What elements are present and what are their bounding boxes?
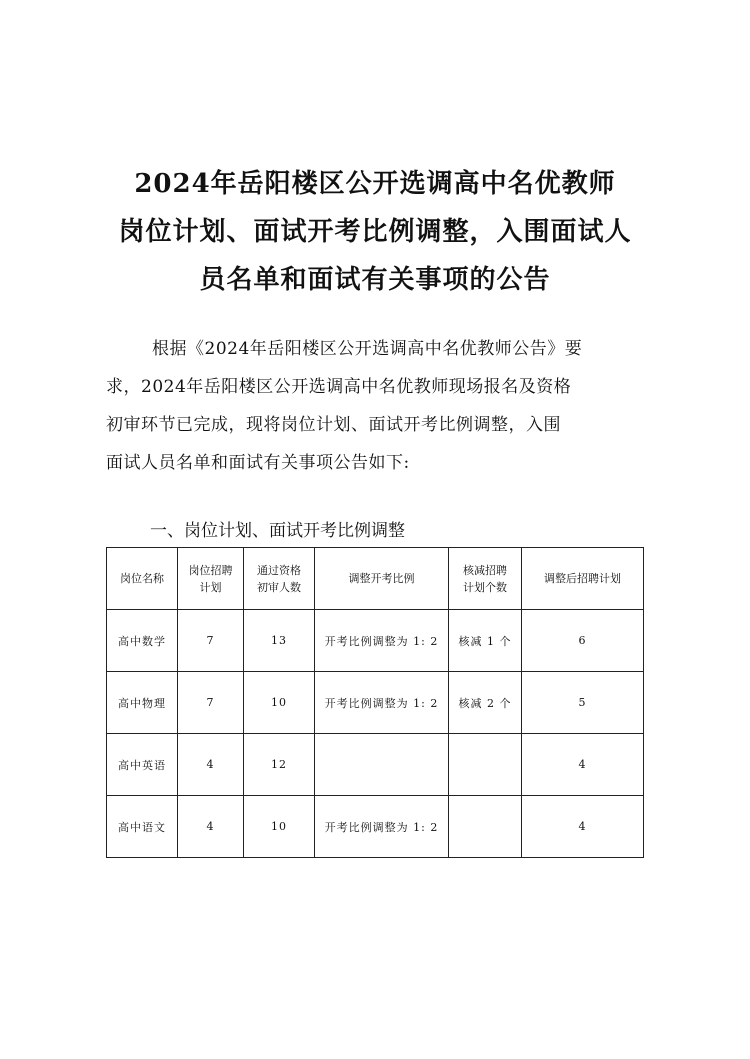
cell-reduced <box>449 796 522 858</box>
header-ratio-adjust <box>315 548 449 610</box>
cell-position: 高中物理 <box>107 672 178 734</box>
header-label: 初审人数 <box>257 580 301 594</box>
cell-position: 高中语文 <box>107 796 178 858</box>
cell-ratio <box>315 734 449 796</box>
table-row <box>107 610 644 672</box>
cell-adjusted: 5 <box>522 672 644 734</box>
header-label: 调整开考比例 <box>348 572 415 585</box>
position-plan-table <box>106 547 644 858</box>
cell-plan: 4 <box>178 796 244 858</box>
cell-plan: 4 <box>178 734 244 796</box>
header-label: 岗位名称 <box>120 572 164 585</box>
cell-qualified: 12 <box>244 734 315 796</box>
table-header-row <box>107 548 644 610</box>
cell-plan: 7 <box>178 610 244 672</box>
header-adjusted-plan <box>522 548 644 610</box>
cell-position: 高中数学 <box>107 610 178 672</box>
cell-reduced: 核减 2 个 <box>449 672 522 734</box>
cell-adjusted: 4 <box>522 734 644 796</box>
cell-adjusted: 6 <box>522 610 644 672</box>
title-line-1: 2024年岳阳楼区公开选调高中名优教师 <box>134 169 616 199</box>
cell-adjusted: 4 <box>522 796 644 858</box>
cell-ratio: 开考比例调整为 1: 2 <box>315 672 449 734</box>
header-recruit-plan <box>178 548 244 610</box>
cell-reduced: 核减 1 个 <box>449 610 522 672</box>
title-line-2: 岗位计划、面试开考比例调整，入围面试人 <box>118 217 632 247</box>
header-label: 岗位招聘 <box>188 563 233 577</box>
document-title <box>95 160 655 304</box>
intro-line-1: 根据《2024年岳阳楼区公开选调高中名优教师公告》要 <box>152 339 583 359</box>
table-row <box>107 672 644 734</box>
intro-line-3: 初审环节已完成，现将岗位计划、面试开考比例调整，入围 <box>106 415 561 435</box>
cell-ratio: 开考比例调整为 1: 2 <box>315 796 449 858</box>
header-reduced-count <box>449 548 522 610</box>
header-label: 计划 <box>199 580 222 594</box>
header-label: 通过资格 <box>257 563 301 577</box>
header-label: 调整后招聘计划 <box>544 572 621 585</box>
header-label: 计划个数 <box>463 580 507 594</box>
cell-ratio: 开考比例调整为 1: 2 <box>315 610 449 672</box>
table-row <box>107 734 644 796</box>
header-qualified-count <box>244 548 315 610</box>
section-heading-1: 一、岗位计划、面试开考比例调整 <box>150 521 405 541</box>
intro-line-2: 求，2024年岳阳楼区公开选调高中名优教师现场报名及资格 <box>106 377 572 397</box>
cell-qualified: 10 <box>244 796 315 858</box>
cell-reduced <box>449 734 522 796</box>
table-row <box>107 796 644 858</box>
header-position-name <box>107 548 178 610</box>
intro-line-4: 面试人员名单和面试有关事项公告如下: <box>106 453 410 473</box>
cell-qualified: 10 <box>244 672 315 734</box>
cell-plan: 7 <box>178 672 244 734</box>
header-label: 核减招聘 <box>463 563 507 577</box>
cell-position: 高中英语 <box>107 734 178 796</box>
title-line-3: 员名单和面试有关事项的公告 <box>199 265 551 295</box>
cell-qualified: 13 <box>244 610 315 672</box>
intro-paragraph <box>106 330 642 482</box>
